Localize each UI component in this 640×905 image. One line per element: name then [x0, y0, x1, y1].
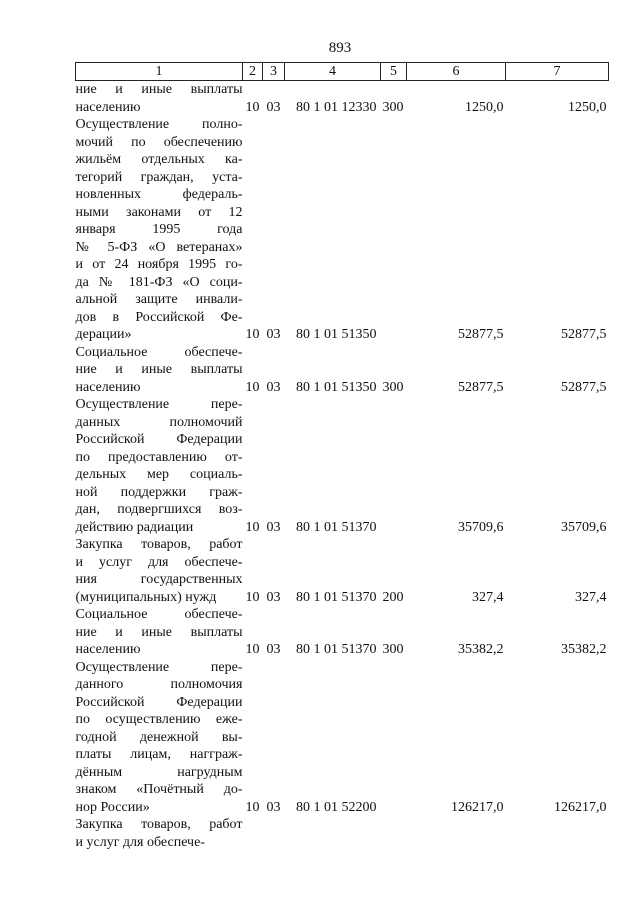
row-target-article: 80 1 01 51370 — [296, 589, 377, 605]
description-line: Социальное обеспече- — [75, 607, 243, 622]
description-line: данного полномочия — [75, 677, 243, 692]
description-line: дов в Российской Фе- — [75, 309, 243, 325]
table-row — [76, 816, 609, 851]
description-line: и услуг для обеспече- — [75, 554, 243, 570]
row-description — [76, 536, 243, 606]
table-header — [76, 63, 609, 81]
row-expense-type — [381, 116, 407, 344]
description-line: ной поддержки граж- — [75, 484, 243, 500]
row-amount: 52877,5 — [458, 327, 504, 342]
table-row — [76, 659, 609, 817]
row-subsection-code: 03 — [266, 379, 281, 395]
header-col-3: 3 — [263, 63, 285, 81]
description-line: Российской Федерации — [75, 432, 243, 447]
header-col-4: 4 — [285, 63, 381, 81]
row-section-code: 10 — [245, 99, 260, 115]
row-amount: 35709,6 — [458, 519, 504, 535]
row-subsection-code: 03 — [266, 519, 281, 535]
description-line: и услуг для обеспече- — [75, 834, 205, 850]
row-expense-type: 300 — [382, 99, 404, 115]
row-amount: 52877,5 — [458, 379, 504, 395]
row-amount: 126217,0 — [451, 799, 504, 815]
table-row — [76, 606, 609, 659]
row-amount-approved: 126217,0 — [554, 799, 607, 815]
description-line: да № 181-ФЗ «О соци- — [75, 274, 243, 290]
description-line: населению — [75, 642, 141, 657]
description-line: и от 24 ноября 1995 го- — [75, 257, 243, 272]
row-target-article: 80 1 01 51350 — [296, 379, 377, 395]
row-subsection-code: 03 — [266, 327, 281, 342]
description-line: Закупка товаров, работ — [75, 817, 243, 832]
row-section-code: 10 — [245, 799, 260, 815]
description-line: дерации» — [75, 327, 132, 342]
row-target-article: 80 1 01 51350 — [296, 327, 377, 342]
row-section-code: 10 — [245, 379, 260, 395]
row-expense-type — [381, 396, 407, 536]
description-line: нор России» — [75, 799, 150, 815]
description-line: годной денежной вы- — [75, 729, 243, 745]
description-line: жильём отдельных ка- — [75, 152, 243, 167]
description-line: мочий по обеспечению — [75, 134, 243, 150]
description-line: населению — [75, 99, 141, 115]
row-subsection-code: 03 — [266, 99, 281, 115]
table-row — [76, 81, 609, 117]
row-expense-type: 300 — [382, 379, 404, 395]
description-line: дельных мер социаль- — [75, 467, 243, 482]
table-row — [76, 344, 609, 397]
row-target-article: 80 1 01 51370 — [296, 642, 377, 657]
row-description — [76, 816, 243, 851]
description-line: ными законами от 12 — [75, 204, 243, 220]
table-body — [76, 81, 609, 852]
description-line: Осуществление полно- — [75, 117, 243, 132]
description-line: альной защите инвали- — [75, 292, 243, 307]
page-number: 893 — [328, 40, 352, 56]
row-expense-type: 300 — [382, 642, 404, 657]
row-section-code — [243, 816, 263, 851]
row-amount — [407, 816, 506, 851]
row-target-article: 80 1 01 12330 — [296, 99, 377, 115]
description-line: ние и иные выплаты — [75, 624, 243, 640]
description-line: дан, подвергшихся воз- — [75, 502, 243, 517]
table-row — [76, 536, 609, 606]
description-line: (муниципальных) нужд — [75, 589, 217, 605]
description-line: Осуществление пере- — [75, 397, 243, 412]
description-line: тегорий граждан, уста- — [75, 169, 243, 185]
description-line: дённым нагрудным — [75, 764, 243, 780]
description-line: января 1995 года — [75, 222, 243, 237]
description-line: Социальное обеспече- — [75, 344, 243, 360]
header-col-7: 7 — [506, 63, 609, 81]
row-target-article: 80 1 01 51370 — [296, 519, 377, 535]
budget-table — [75, 62, 609, 851]
row-subsection-code: 03 — [266, 799, 281, 815]
row-section-code: 10 — [245, 589, 260, 605]
description-line: новленных федераль- — [75, 187, 243, 202]
description-line: ние и иные выплаты — [75, 362, 243, 377]
description-line: Закупка товаров, работ — [75, 537, 243, 552]
row-subsection-code — [263, 816, 285, 851]
row-section-code: 10 — [245, 519, 260, 535]
row-target-article — [285, 816, 381, 851]
row-target-article: 80 1 01 52200 — [296, 799, 377, 815]
row-amount: 1250,0 — [465, 99, 504, 115]
row-description — [76, 116, 243, 344]
row-amount-approved — [506, 816, 609, 851]
row-expense-type: 200 — [382, 589, 404, 605]
row-description — [76, 81, 243, 117]
row-amount: 327,4 — [472, 589, 504, 605]
description-line: знаком «Почётный до- — [75, 782, 243, 797]
row-expense-type — [381, 659, 407, 817]
description-line: ние и иные выплаты — [75, 82, 243, 97]
row-amount: 35382,2 — [458, 642, 504, 657]
row-description — [76, 344, 243, 397]
description-line: действию радиации — [75, 519, 194, 535]
row-amount-approved: 1250,0 — [568, 99, 607, 115]
row-section-code: 10 — [245, 642, 260, 657]
row-amount-approved: 52877,5 — [561, 379, 607, 395]
description-line: данных полномочий — [75, 414, 243, 430]
row-subsection-code: 03 — [266, 642, 281, 657]
row-expense-type — [381, 816, 407, 851]
header-col-5: 5 — [381, 63, 407, 81]
description-line: населению — [75, 379, 141, 395]
header-col-6: 6 — [407, 63, 506, 81]
description-line: по предоставлению от- — [75, 449, 243, 465]
header-col-2: 2 — [243, 63, 263, 81]
row-amount-approved: 35709,6 — [561, 519, 607, 535]
row-description — [76, 396, 243, 536]
table-row — [76, 396, 609, 536]
description-line: Осуществление пере- — [75, 659, 243, 675]
row-amount-approved: 35382,2 — [561, 642, 607, 657]
row-amount-approved: 327,4 — [575, 589, 607, 605]
row-section-code: 10 — [245, 327, 260, 342]
description-line: № 5-ФЗ «О ветеранах» — [75, 239, 243, 255]
table-row — [76, 116, 609, 344]
row-amount-approved: 52877,5 — [561, 327, 607, 342]
description-line: платы лицам, нагграж- — [75, 747, 243, 762]
header-col-1: 1 — [76, 63, 243, 81]
description-line: по осуществлению еже- — [75, 712, 243, 727]
row-description — [76, 606, 243, 659]
row-description — [76, 659, 243, 817]
header-row — [76, 63, 609, 81]
description-line: Российской Федерации — [75, 694, 243, 710]
row-subsection-code: 03 — [266, 589, 281, 605]
description-line: ния государственных — [75, 572, 243, 587]
